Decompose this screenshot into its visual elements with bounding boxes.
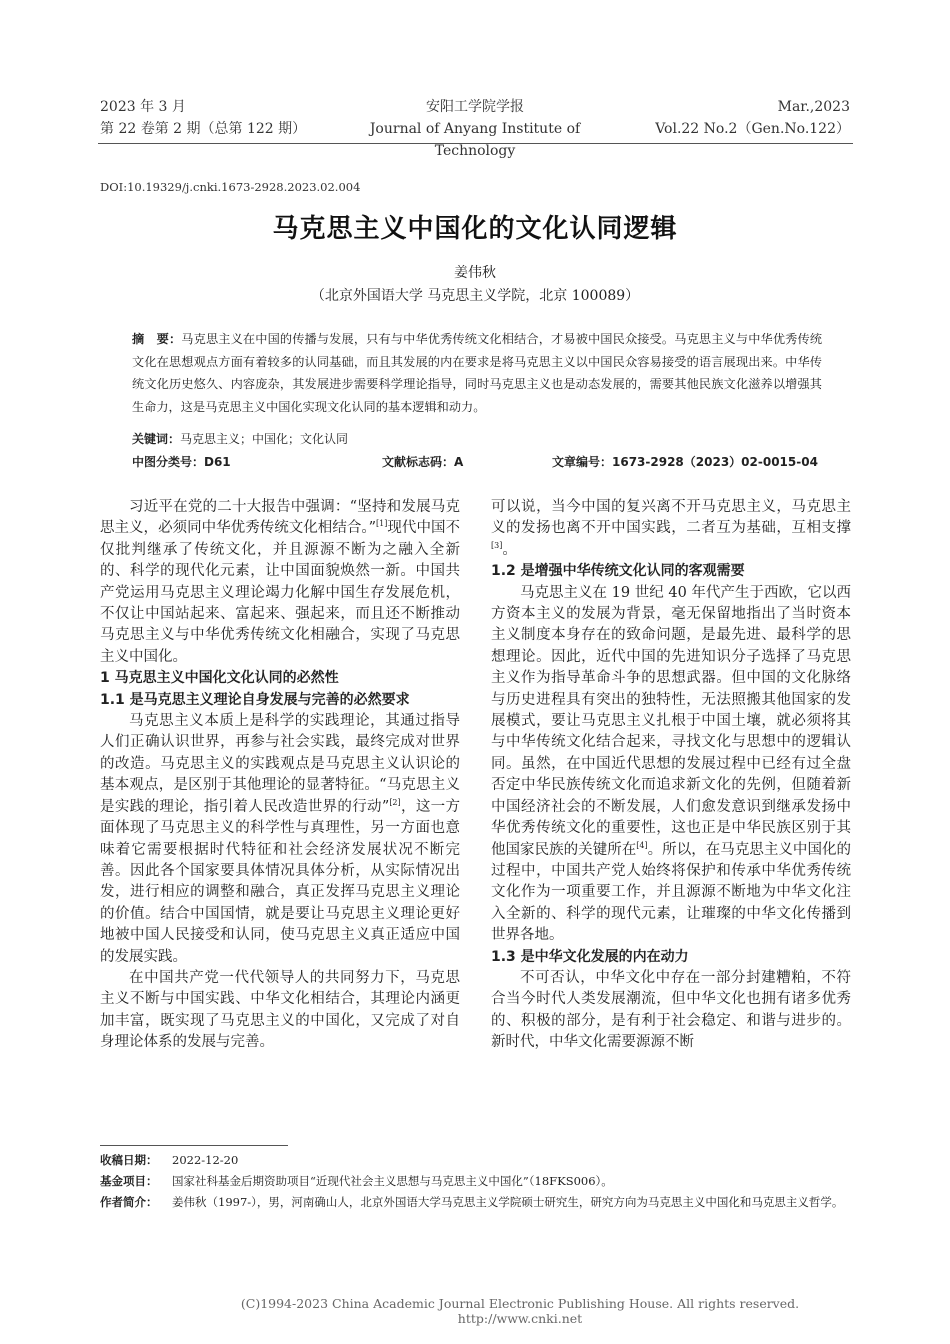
subsection-heading: 1.3 是中华文化发展的内在动力 — [491, 948, 689, 965]
footnote-divider — [100, 1145, 288, 1146]
citation: [4] — [636, 840, 648, 850]
article-number: 文章编号：1673-2928（2023）02-0015-04 — [552, 455, 818, 469]
subsection-heading: 1.2 是增强中华传统文化认同的客观需要 — [491, 563, 745, 580]
header-divider — [98, 143, 853, 144]
keywords — [132, 430, 348, 447]
header-left — [100, 96, 306, 140]
subsection-heading: 1.1 是马克思主义理论自身发展与完善的必然要求 — [100, 691, 410, 708]
issue-date-cn: 2023 年 3 月 — [100, 99, 186, 115]
volume-en: Vol.22 No.2（Gen.No.122） — [655, 121, 850, 137]
paragraph: 马克思主义本质上是科学的实践理论，其通过指导人们正确认识世界，再参与社会实践，最终完成对世界的改造。马克思主义的实践观点是马克思主义认识论的基本观点，是区别于其他理论的显著特征。“马克思主义是实践的理论，指引着人民改造世界的行动”[2]，这一方面体现了马克思主义的科学性与真理性，另一方面也意味着它需要根据时代特征和社会经济发展状况不断完善。因此各个国家要具体情况具体分析，从实际情况出发，进行相应的调整和融合，真正发挥马克思主义理论的价值。结合中国国情，就是要让马克思主义理论更好地被中国人民接受和认同，使马克思主义真正适应中国的发展实践。 — [100, 713, 461, 965]
paper-title: 马克思主义中国化的文化认同逻辑 — [272, 214, 678, 244]
paragraph: 马克思主义在 19 世纪 40 年代产生于西欧，它以西方资本主义的发展为背景，毫无保留地指出了当时资本主义制度本身存在的致命问题，是最先进、最科学的思想理论。因此，近代中国的先进知识分子选择了马克思主义作为指导革命斗争的思想武器。但中国的文化脉络与历史进程具有突出的独特性，无法照搬其他国家的发展模式，要让马克思主义扎根于中国土壤，就必须将其与中华传统文化结合起来，寻找文化与思想中的逻辑认同。虽然，在中国近代思想的发展过程中已经有过全盘否定中华民族传统文化而追求新文化的先例，但随着新中国经济社会的不断发展，人们愈发意识到继承发扬中华优秀传统文化的重要性，这也正是中华民族区别于其他国家民族的关键所在[4]。所以，在马克思主义中国化的过程中，中国共产党人始终将保护和传承中华优秀传统文化作为一项重要工作，并且源源不断地为中华文化注入全新的、科学的现代元素，让璀璨的中华文化传播到世界各地。 — [491, 584, 852, 944]
document-code: 文献标志码：A — [382, 455, 464, 469]
body-column-right — [491, 497, 851, 1054]
issue-date-en: Mar.,2023 — [777, 99, 850, 115]
citation: [1] — [376, 519, 388, 529]
paragraph: 可以说，当今中国的复兴离不开马克思主义，马克思主义的发扬也离不开中国实践，二者互为基础，互相支撑[3]。 — [491, 499, 851, 558]
clc-number: 中图分类号：D61 — [132, 455, 231, 469]
abstract-label: 摘 要： — [132, 332, 182, 346]
affiliation: （北京外国语大学 马克思主义学院，北京 100089） — [310, 288, 640, 304]
header-right — [655, 96, 850, 140]
section-heading: 1 马克思主义中国化文化认同的必然性 — [100, 670, 339, 687]
keywords-text: 马克思主义；中国化；文化认同 — [180, 432, 349, 446]
paragraph: 在中国共产党一代代领导人的共同努力下，马克思主义不断与中国实践、中华文化相结合，其理论内涵更加丰富，既实现了马克思主义的中国化，又完成了对自身理论体系的发展与完善。 — [100, 969, 460, 1051]
header-center — [330, 96, 620, 162]
paragraph: 习近平在党的二十大报告中强调：“坚持和发展马克思主义，必须同中华优秀传统文化相结合。”[1]现代中国不仅批判继承了传统文化，并且源源不断为之融入全新的、科学的现代化元素，让中国面貌焕然一新。中国共产党运用马克思主义理论竭力化解中国生存发展危机，不仅让中国站起来、富起来、强起来，而且还不断推动马克思主义与中华优秀传统文化相融合，实现了马克思主义中国化。 — [100, 499, 460, 665]
keywords-label: 关键词： — [132, 432, 181, 446]
journal-name-en: Journal of Anyang Institute of Technology — [369, 121, 581, 159]
volume-cn: 第 22 卷第 2 期（总第 122 期） — [100, 121, 307, 137]
paragraph: 不可否认，中华文化中存在一部分封建糟粕，不符合当今时代人类发展潮流，但中华文化也拥有诸多优秀的、积极的部分，是有利于社会稳定、和谐与进步的。新时代，中华文化需要源源不断 — [491, 969, 851, 1051]
citation: [3] — [491, 540, 503, 550]
abstract-text: 马克思主义在中国的传播与发展，只有与中华优秀传统文化相结合，才易被中国民众接受。马克思主义与中华优秀传统文化在思想观点方面有着较多的认同基础，而且其发展的内在要求是将马克思主义以中国民众容易接受的语言展现出来。中华传统文化历史悠久、内容庞杂，其发展进步需要科学理论指导，同时马克思主义也是动态发展的，需要其他民族文化滋养以增强其生命力，这是马克思主义中国化实现文化认同的基本逻辑和动力。 — [132, 332, 823, 414]
author: 姜伟秋 — [454, 265, 496, 281]
citation: [2] — [389, 797, 401, 807]
copyright-footer: (C)1994-2023 China Academic Journal Electronic Publishing House. All rights reserved. http://www.cnki.net — [240, 1296, 800, 1326]
doi: DOI:10.19329/j.cnki.1673-2928.2023.02.004 — [100, 180, 361, 194]
body-column-left — [100, 497, 460, 1054]
abstract — [132, 328, 822, 418]
journal-name-cn: 安阳工学院学报 — [426, 99, 524, 115]
